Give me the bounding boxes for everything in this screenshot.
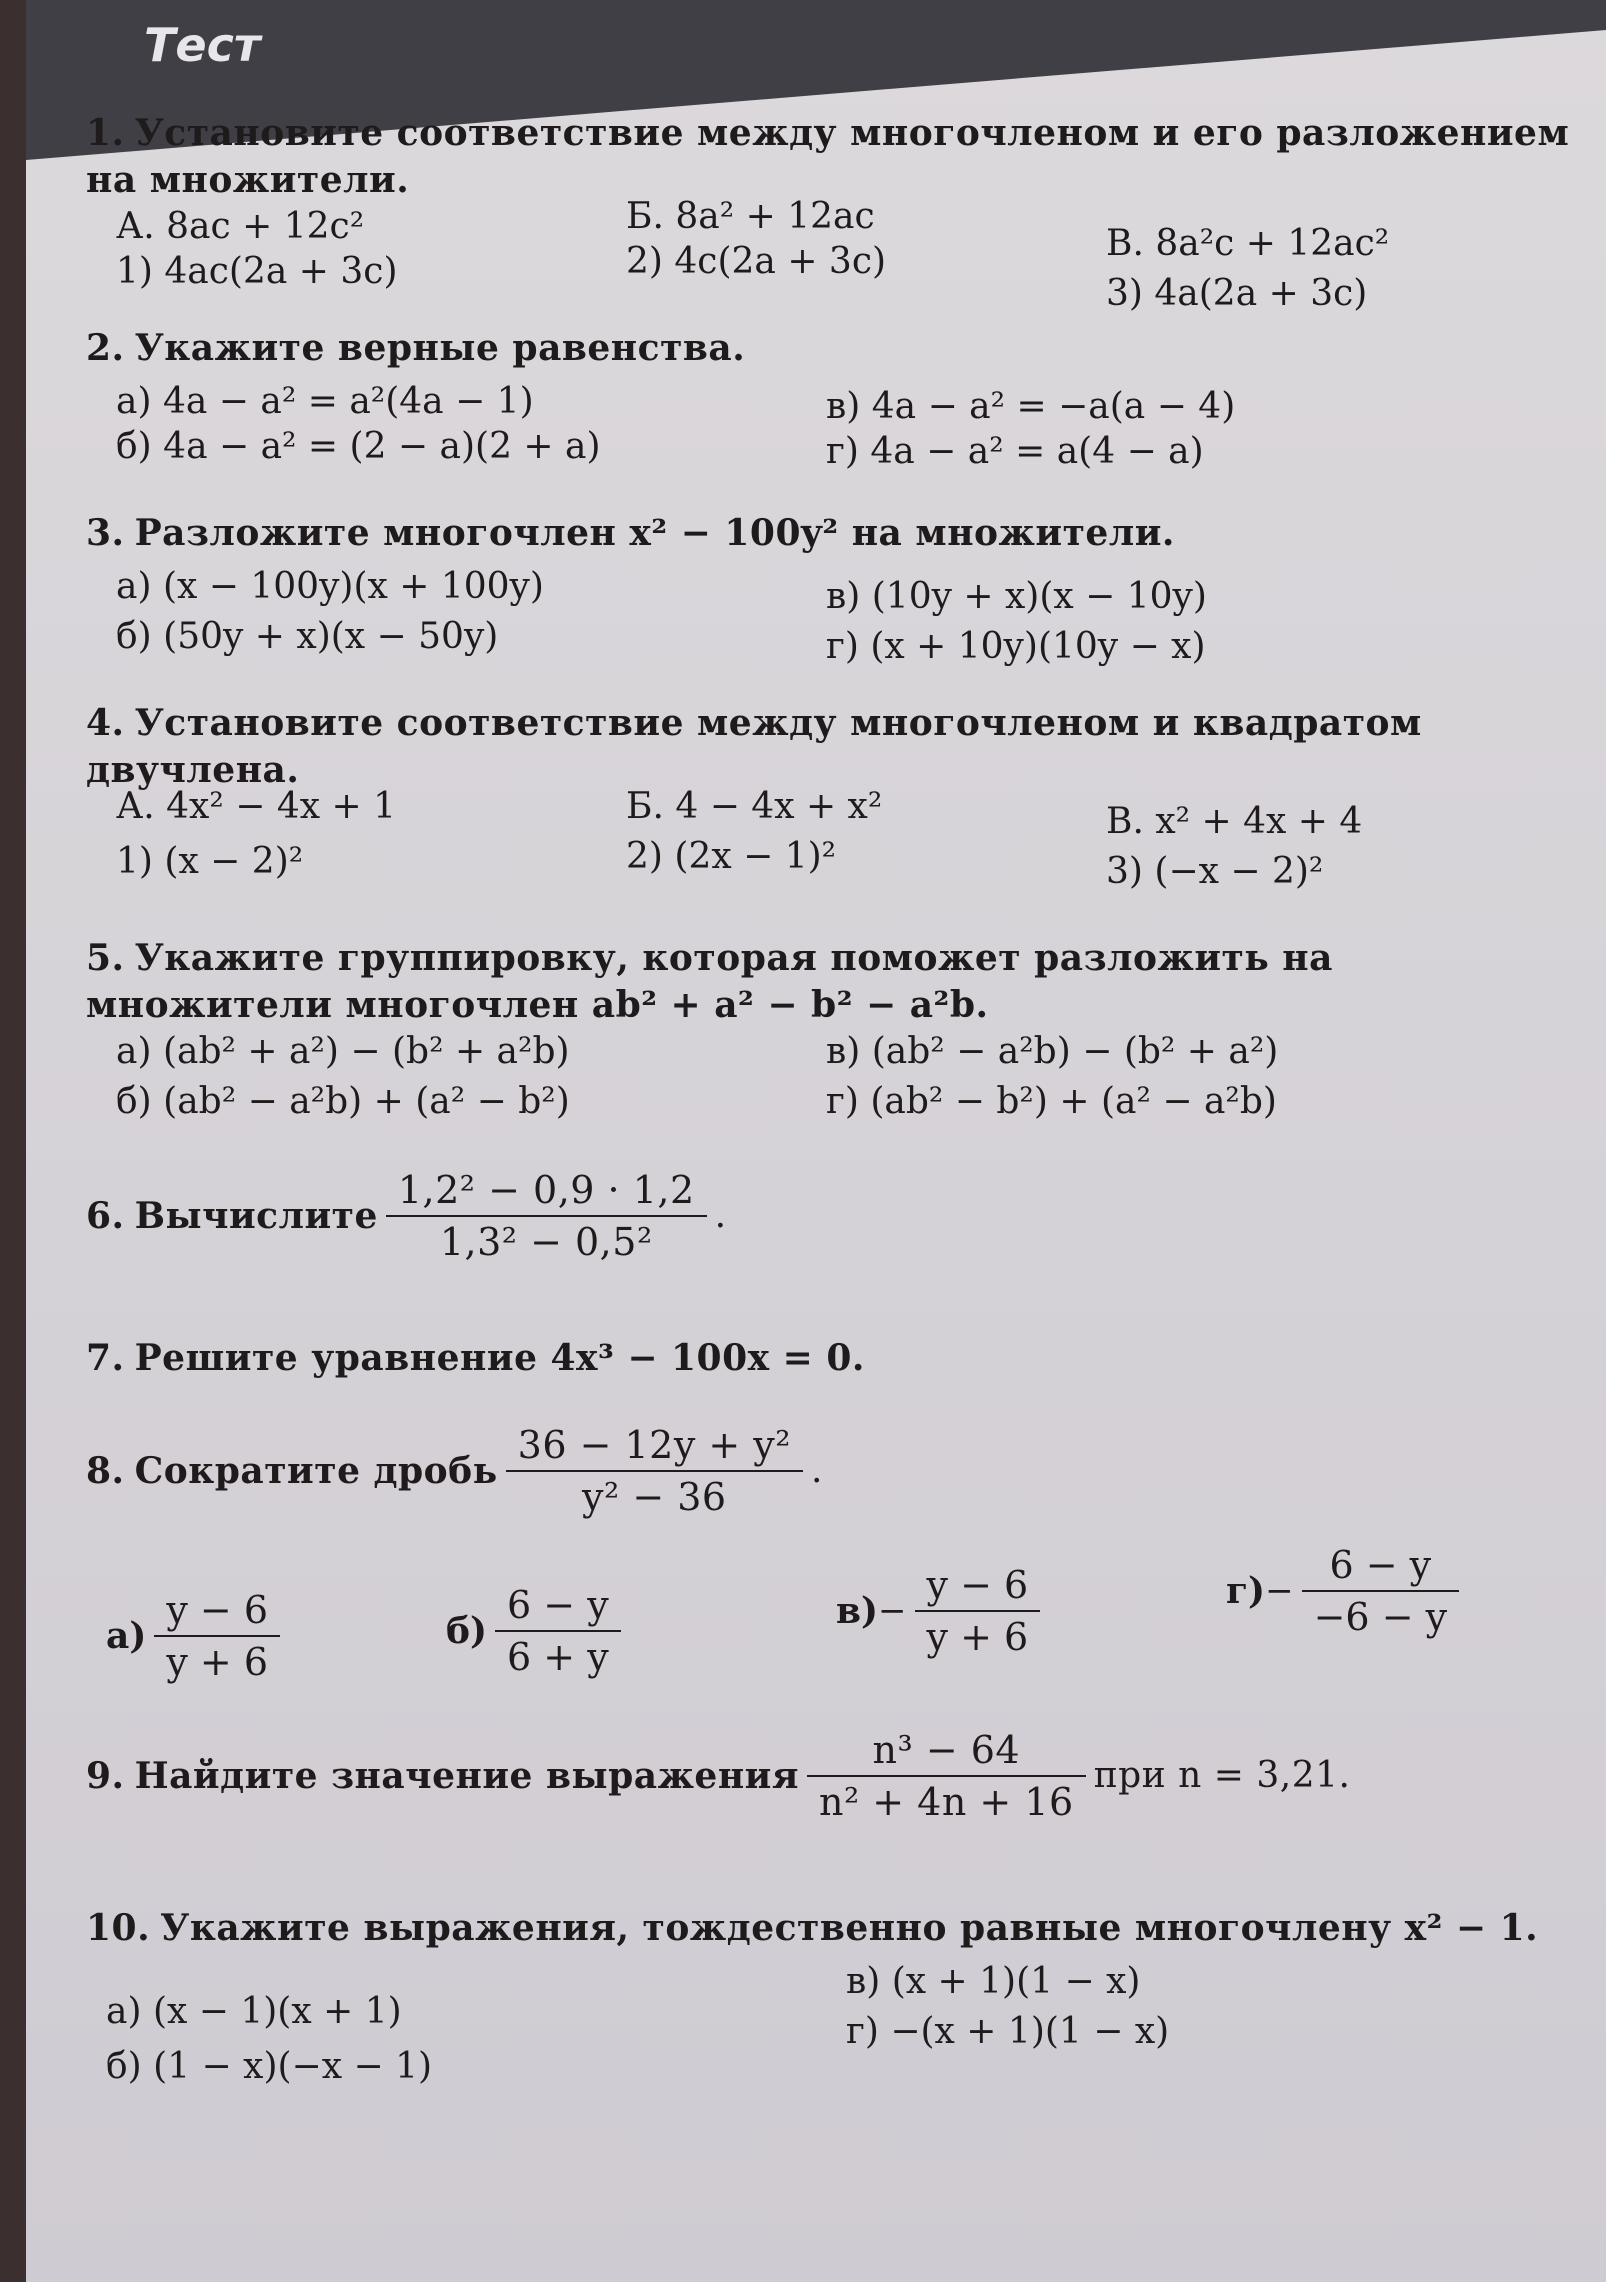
fraction-denominator: y² − 36 bbox=[582, 1475, 727, 1519]
option-a: А. 4x² − 4x + 1 bbox=[116, 786, 397, 827]
question-text: Установите соответствие между многочленом и квадратом двучлена. bbox=[86, 702, 1422, 791]
option-v: в) (x + 1)(1 − x) bbox=[846, 1961, 1141, 2002]
fraction bbox=[386, 1165, 707, 1267]
option-a: а) (ab² + a²) − (b² + a²b) bbox=[116, 1031, 570, 1072]
option-c: В. 8a²c + 12ac² bbox=[1106, 223, 1390, 264]
option-b: б) (50y + x)(x − 50y) bbox=[116, 616, 499, 657]
question-text: Решите уравнение 4x³ − 100x = 0. bbox=[134, 1337, 865, 1379]
option-label: в) bbox=[836, 1590, 879, 1632]
fraction-option-b bbox=[446, 1580, 629, 1682]
question-3 bbox=[86, 510, 1586, 557]
option-g: г) −(x + 1)(1 − x) bbox=[846, 2011, 1170, 2052]
question-number: 9. bbox=[86, 1755, 125, 1797]
question-number: 5. bbox=[86, 937, 125, 979]
condition: при n = 3,21. bbox=[1093, 1755, 1351, 1796]
fraction bbox=[506, 1420, 803, 1522]
fraction-denominator: y + 6 bbox=[926, 1615, 1029, 1659]
option-g: г) (x + 10y)(10y − x) bbox=[826, 626, 1206, 667]
option-v: в) 4a − a² = −a(a − 4) bbox=[826, 386, 1236, 427]
fraction bbox=[807, 1725, 1086, 1827]
worksheet-page bbox=[26, 0, 1606, 2282]
fraction-denominator: y + 6 bbox=[166, 1640, 269, 1684]
option-a: а) (x − 100y)(x + 100y) bbox=[116, 566, 544, 607]
question-5 bbox=[86, 935, 1586, 1029]
option-1: 1) 4ac(2a + 3c) bbox=[116, 251, 398, 292]
fraction-numerator: n³ − 64 bbox=[807, 1725, 1086, 1777]
question-7 bbox=[86, 1335, 1586, 1382]
question-number: 8. bbox=[86, 1450, 125, 1492]
page-title: Тест bbox=[144, 18, 261, 72]
question-6 bbox=[86, 1165, 1586, 1267]
option-v: в) (ab² − a²b) − (b² + a²) bbox=[826, 1031, 1279, 1072]
question-text: Разложите многочлен x² − 100y² на множители. bbox=[134, 512, 1175, 554]
question-2 bbox=[86, 325, 1586, 372]
fraction-denominator: 1,3² − 0,5² bbox=[439, 1220, 653, 1264]
fraction-denominator: n² + 4n + 16 bbox=[818, 1780, 1074, 1824]
option-3: 3) (−x − 2)² bbox=[1106, 851, 1324, 892]
option-2: 2) 4c(2a + 3c) bbox=[626, 241, 887, 282]
question-8 bbox=[86, 1420, 1586, 1522]
period: . bbox=[811, 1450, 823, 1491]
question-text: Сократите дробь bbox=[134, 1450, 498, 1492]
question-text: Укажите верные равенства. bbox=[134, 327, 746, 369]
question-1 bbox=[86, 110, 1586, 204]
option-b: б) (ab² − a²b) + (a² − b²) bbox=[116, 1081, 570, 1122]
option-fraction bbox=[154, 1585, 280, 1687]
option-b: б) 4a − a² = (2 − a)(2 + a) bbox=[116, 426, 601, 467]
option-label: б) bbox=[446, 1610, 488, 1652]
fraction-denominator: −6 − y bbox=[1313, 1595, 1448, 1639]
option-fraction bbox=[1302, 1540, 1459, 1642]
question-text: Вычислите bbox=[134, 1195, 378, 1237]
question-number: 7. bbox=[86, 1337, 125, 1379]
question-number: 6. bbox=[86, 1195, 125, 1237]
question-number: 4. bbox=[86, 702, 125, 744]
option-g: г) 4a − a² = a(4 − a) bbox=[826, 431, 1204, 472]
question-text: Найдите значение выражения bbox=[134, 1755, 799, 1797]
option-a: а) 4a − a² = a²(4a − 1) bbox=[116, 381, 534, 422]
option-2: 2) (2x − 1)² bbox=[626, 836, 837, 877]
question-number: 3. bbox=[86, 512, 125, 554]
option-fraction bbox=[915, 1560, 1041, 1662]
option-sign: − bbox=[878, 1591, 907, 1631]
question-10 bbox=[86, 1905, 1586, 1952]
option-v: в) (10y + x)(x − 10y) bbox=[826, 576, 1207, 617]
option-3: 3) 4a(2a + 3c) bbox=[1106, 273, 1368, 314]
question-number: 2. bbox=[86, 327, 125, 369]
fraction-numerator: 36 − 12y + y² bbox=[506, 1420, 803, 1472]
fraction-numerator: y − 6 bbox=[915, 1560, 1041, 1612]
question-text: Укажите выражения, тождественно равные многочлену x² − 1. bbox=[160, 1907, 1539, 1949]
option-label: а) bbox=[106, 1615, 147, 1657]
fraction-numerator: 6 − y bbox=[1302, 1540, 1459, 1592]
option-b: б) (1 − x)(−x − 1) bbox=[106, 2046, 433, 2087]
question-number: 1. bbox=[86, 112, 125, 154]
fraction-option-a bbox=[106, 1585, 288, 1687]
option-c: В. x² + 4x + 4 bbox=[1106, 801, 1363, 842]
question-4 bbox=[86, 700, 1586, 794]
fraction-option-g bbox=[1226, 1540, 1467, 1642]
question-text: Укажите группировку, которая поможет разложить на множители многочлен ab² + a² − b² − a²b. bbox=[86, 937, 1333, 1026]
question-number: 10. bbox=[86, 1907, 151, 1949]
fraction-numerator: y − 6 bbox=[154, 1585, 280, 1637]
option-a: А. 8ac + 12c² bbox=[116, 206, 365, 247]
fraction-numerator: 1,2² − 0,9 · 1,2 bbox=[386, 1165, 707, 1217]
option-b: Б. 4 − 4x + x² bbox=[626, 786, 883, 827]
question-9 bbox=[86, 1725, 1586, 1827]
fraction-option-v bbox=[836, 1560, 1048, 1662]
option-b: Б. 8a² + 12ac bbox=[626, 196, 875, 237]
option-sign: − bbox=[1265, 1571, 1294, 1611]
period: . bbox=[714, 1195, 727, 1236]
fraction-numerator: 6 − y bbox=[495, 1580, 621, 1632]
option-1: 1) (x − 2)² bbox=[116, 841, 304, 882]
option-g: г) (ab² − b²) + (a² − a²b) bbox=[826, 1081, 1277, 1122]
question-text: Установите соответствие между многочленом и его разложением на множители. bbox=[86, 112, 1570, 201]
option-fraction bbox=[495, 1580, 621, 1682]
fraction-denominator: 6 + y bbox=[507, 1635, 609, 1679]
option-label: г) bbox=[1226, 1570, 1266, 1612]
option-a: а) (x − 1)(x + 1) bbox=[106, 1991, 402, 2032]
